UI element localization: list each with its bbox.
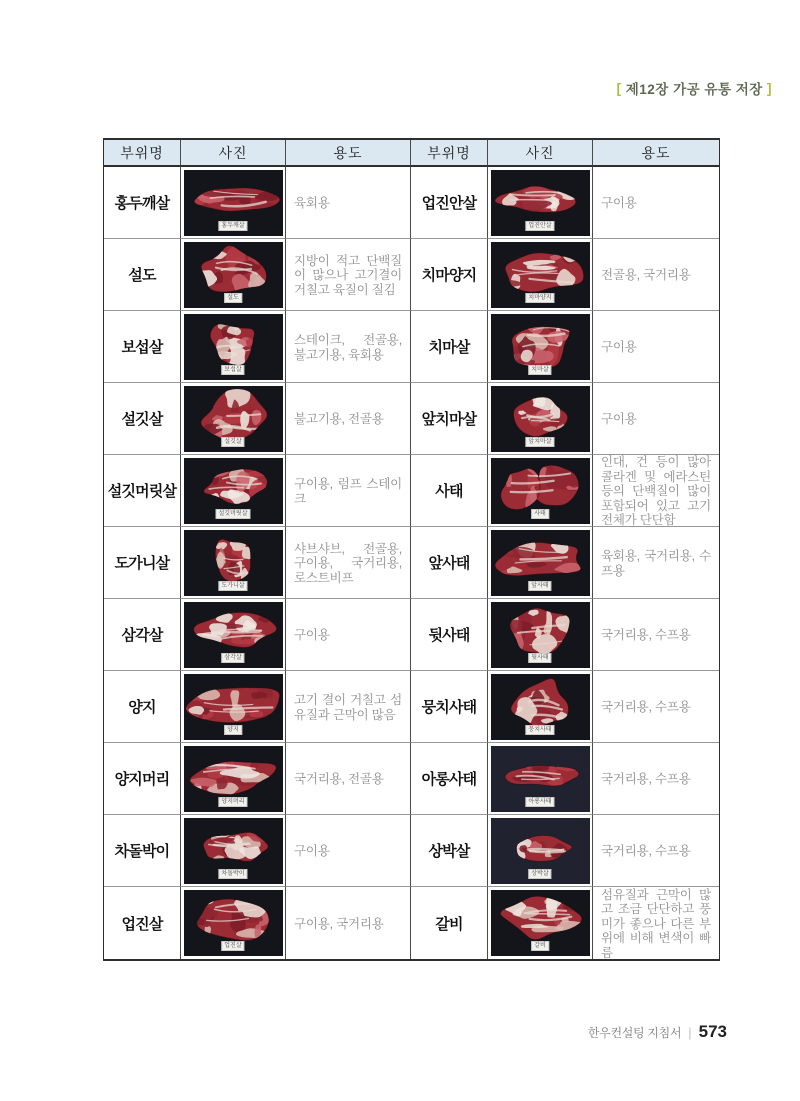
cut-usage-text: 구이용 [294, 844, 330, 859]
cut-usage-text: 지방이 적고 단백질이 많으나 고기결이 거칠고 육질이 질김 [294, 253, 402, 297]
meat-photo [184, 386, 283, 452]
column-header-photo [181, 140, 286, 167]
column-header-usage-text: 용도 [333, 144, 363, 161]
column-header-photo [488, 140, 593, 167]
chapter-header [617, 78, 772, 98]
meat-photo-label [224, 293, 242, 303]
column-header-name-text: 부위명 [427, 144, 471, 161]
cut-name [411, 239, 488, 311]
cut-usage [593, 455, 719, 527]
cut-photo-cell [181, 311, 286, 383]
meat-photo-label [218, 221, 247, 231]
cut-name-text: 앞치마살 [421, 411, 477, 428]
meat-photo-label [224, 725, 242, 735]
meat-photo-label [221, 365, 244, 375]
cut-usage [593, 743, 719, 815]
cut-name [104, 599, 181, 671]
meat-photo-label-text: 설깃살 [224, 438, 242, 445]
column-header-usage [593, 140, 719, 167]
cut-photo-cell [181, 743, 286, 815]
meat-photo-label-text: 앞치마살 [528, 438, 552, 445]
cut-usage [286, 887, 411, 959]
meat-photo [491, 314, 590, 380]
cut-usage-text: 고기 결이 거칠고 섬유질과 근막이 많음 [294, 692, 402, 722]
cut-usage-text: 구이용 [601, 196, 637, 211]
meat-photo [184, 818, 283, 884]
cut-name-text: 치마살 [428, 339, 470, 356]
cut-photo-cell [181, 239, 286, 311]
cut-name-text: 양지머리 [114, 771, 170, 788]
cut-usage [593, 239, 719, 311]
meat-photo [491, 458, 590, 524]
meat-photo-label-text: 도가니살 [221, 582, 245, 589]
meat-photo [491, 818, 590, 884]
cut-name-text: 업진살 [121, 915, 163, 933]
cut-usage-text: 국거리용, 전골용 [294, 772, 384, 787]
column-header-usage [286, 140, 411, 167]
column-header-photo-text: 사진 [218, 144, 248, 161]
meat-photo-label [525, 797, 554, 807]
meat-photo-label-text: 치마양지 [528, 294, 552, 301]
cut-name-text: 치마양지 [421, 267, 477, 284]
meat-photo [491, 242, 590, 308]
cut-usage-text: 샤브샤브, 전골용, 구이용, 국거리용, 로스트비프 [294, 541, 402, 585]
cut-name [411, 671, 488, 743]
meat-photo-label-text: 차돌박이 [221, 870, 245, 877]
meat-photo-label-text: 앞사태 [531, 582, 549, 589]
meat-photo-label-text: 사태 [534, 510, 546, 517]
cut-name-text: 아롱사태 [421, 771, 477, 788]
cut-usage [593, 671, 719, 743]
meat-photo-label [531, 941, 549, 951]
meat-photo-label-text: 상박살 [531, 870, 549, 877]
meat-photo-label-text: 아롱사태 [528, 798, 552, 805]
cut-usage [593, 383, 719, 455]
meat-photo-label-text: 삼각살 [224, 654, 242, 661]
cut-photo-cell [488, 743, 593, 815]
chapter-title: 제12장 가공 유통 저장 [625, 82, 763, 97]
cut-name [104, 455, 181, 527]
cut-usage [593, 815, 719, 887]
meat-photo [184, 170, 283, 236]
cut-usage-text: 국거리용, 수프용 [601, 844, 691, 859]
cut-usage-text: 육회용, 국거리용, 수프용 [601, 548, 711, 578]
cut-photo-cell [488, 815, 593, 887]
chapter-open-bracket: [ [616, 80, 622, 96]
cut-usage-text: 구이용 [601, 412, 637, 427]
cut-name-text: 설도 [128, 267, 156, 284]
cut-usage-text: 구이용, 국거리용 [294, 916, 384, 931]
cut-name [411, 599, 488, 671]
meat-photo-label [528, 581, 551, 591]
cut-usage [286, 383, 411, 455]
cut-photo-cell [181, 383, 286, 455]
cut-usage [286, 743, 411, 815]
meat-photo-label-text: 업진안살 [528, 222, 552, 229]
page-footer [588, 1022, 727, 1042]
meat-photo-label [528, 869, 551, 879]
cut-name-text: 뒷사태 [428, 627, 470, 644]
meat-photo-label-text: 업진살 [224, 943, 242, 949]
cut-usage [286, 671, 411, 743]
cut-usage-text: 구이용, 럼프 스테이크 [294, 476, 402, 506]
meat-photo-label-text: 설도 [227, 294, 239, 301]
meat-photo-label-text: 뭉치사태 [528, 726, 552, 733]
meat-photo-label [525, 725, 554, 735]
cut-usage-text: 전골용, 국거리용 [601, 268, 691, 283]
meat-photo [184, 674, 283, 740]
cut-usage-text: 섬유질과 근막이 많고 조금 단단하고 풍미가 좋으나 다른 부위에 비해 변색이 빠름 [601, 887, 711, 959]
meat-photo [491, 386, 590, 452]
cut-usage [593, 887, 719, 959]
meat-photo-label-text: 양지 [227, 726, 239, 733]
cut-name [411, 887, 488, 959]
cut-photo-cell [488, 671, 593, 743]
cut-name [104, 383, 181, 455]
meat-photo-label-text: 홍두깨살 [221, 222, 245, 229]
cut-usage [593, 311, 719, 383]
cut-photo-cell [488, 887, 593, 959]
meat-photo [184, 746, 283, 812]
cut-photo-cell [181, 455, 286, 527]
meat-photo-label [221, 437, 244, 447]
meat-photo-label [216, 509, 251, 519]
meat-photo-label [218, 869, 247, 879]
cut-usage-text: 인대, 건 등이 많아 콜라겐 및 에라스틴 등의 단백질이 많이 포함되어 있고 고기 전체가 단단함 [601, 455, 711, 527]
cut-usage-text: 구이용 [294, 628, 330, 643]
cut-usage [286, 311, 411, 383]
meat-photo [491, 746, 590, 812]
cut-name [411, 743, 488, 815]
cut-usage [593, 599, 719, 671]
meat-photo [184, 890, 283, 956]
cut-photo-cell [181, 167, 286, 239]
cut-usage-text: 국거리용, 수프용 [601, 700, 691, 715]
meat-photo-label [525, 293, 554, 303]
cut-name-text: 뭉치사태 [421, 699, 477, 716]
cut-name-text: 도가니살 [114, 555, 170, 572]
meat-photo-label [528, 365, 551, 375]
footer-separator: | [688, 1025, 692, 1040]
cut-name [411, 527, 488, 599]
cut-photo-cell [181, 599, 286, 671]
cut-name-text: 사태 [435, 483, 463, 500]
meat-photo-label-text: 뒷사태 [531, 654, 549, 661]
meat-photo-label-text: 설깃머릿살 [218, 510, 248, 517]
cut-name-text: 업진안살 [421, 195, 477, 212]
meat-photo-label [531, 509, 549, 519]
meat-photo [491, 890, 590, 956]
cut-name [104, 743, 181, 815]
cut-name-text: 양지 [128, 699, 156, 716]
cut-usage-text: 국거리용, 수프용 [601, 772, 691, 787]
cut-name-text: 보섭살 [121, 339, 163, 356]
cut-usage [286, 527, 411, 599]
cut-name-text: 홍두깨살 [114, 195, 170, 212]
cut-name [104, 239, 181, 311]
cut-name [104, 815, 181, 887]
cut-photo-cell [181, 887, 286, 959]
cut-name [411, 167, 488, 239]
cut-usage-text: 육회용 [294, 196, 330, 211]
cut-name-text: 갈비 [435, 915, 463, 933]
column-header-usage-text: 용도 [641, 144, 671, 161]
cut-name [104, 311, 181, 383]
cut-name-text: 앞사태 [428, 555, 470, 572]
meat-photo [491, 170, 590, 236]
meat-photo [184, 458, 283, 524]
cut-photo-cell [181, 671, 286, 743]
column-header-name [104, 140, 181, 167]
cuts-table [103, 138, 720, 961]
cut-usage-text: 불고기용, 전골용 [294, 412, 384, 427]
meat-photo-label [221, 653, 244, 663]
cut-photo-cell [488, 239, 593, 311]
meat-photo-label [528, 653, 551, 663]
cut-name-text: 삼각살 [121, 627, 163, 644]
cut-usage [593, 167, 719, 239]
cut-usage-text: 스테이크, 전골용, 불고기용, 육회용 [294, 332, 402, 362]
meat-photo-label-text: 양지머리 [221, 798, 245, 805]
meat-photo-label-text: 치마살 [531, 366, 549, 373]
cut-name-text: 상박살 [428, 843, 470, 860]
meat-photo-label [525, 221, 554, 231]
cut-name-text: 차돌박이 [114, 843, 170, 860]
column-header-photo-text: 사진 [525, 144, 555, 161]
meat-photo [491, 674, 590, 740]
cut-usage [286, 455, 411, 527]
meat-photo-label [525, 437, 554, 447]
cut-name-text: 설깃머릿살 [107, 483, 177, 500]
cut-name [104, 527, 181, 599]
meat-photo [184, 602, 283, 668]
cut-photo-cell [488, 167, 593, 239]
cut-name [104, 671, 181, 743]
cut-photo-cell [181, 815, 286, 887]
cut-photo-cell [488, 311, 593, 383]
cut-name [411, 383, 488, 455]
meat-photo [184, 242, 283, 308]
cut-photo-cell [488, 383, 593, 455]
cut-usage-text: 국거리용, 수프용 [601, 628, 691, 643]
cut-usage [593, 527, 719, 599]
meat-photo [184, 530, 283, 596]
meat-photo-label [218, 581, 247, 591]
cut-usage [286, 239, 411, 311]
footer-book-title: 한우컨설팅 지침서 [587, 1026, 682, 1040]
meat-photo [491, 602, 590, 668]
cut-usage-text: 구이용 [601, 340, 637, 355]
meat-photo-label [218, 797, 247, 807]
cut-photo-cell [488, 599, 593, 671]
meat-photo [491, 530, 590, 596]
cut-usage [286, 815, 411, 887]
cut-name [411, 311, 488, 383]
cut-name [104, 887, 181, 959]
meat-photo-label-text: 보섭살 [224, 366, 242, 373]
meat-photo [184, 314, 283, 380]
cut-usage [286, 599, 411, 671]
meat-photo-label-text: 갈비 [534, 943, 546, 949]
column-header-name-text: 부위명 [120, 144, 164, 161]
footer-page-number: 573 [698, 1022, 727, 1041]
cut-name-text: 설깃살 [121, 411, 163, 428]
meat-photo-label [221, 941, 244, 951]
cut-photo-cell [181, 527, 286, 599]
cut-name [411, 455, 488, 527]
cut-usage [286, 167, 411, 239]
chapter-close-bracket: ] [766, 80, 772, 96]
column-header-name [411, 140, 488, 167]
cut-photo-cell [488, 455, 593, 527]
cut-name [411, 815, 488, 887]
cut-photo-cell [488, 527, 593, 599]
cut-name [104, 167, 181, 239]
